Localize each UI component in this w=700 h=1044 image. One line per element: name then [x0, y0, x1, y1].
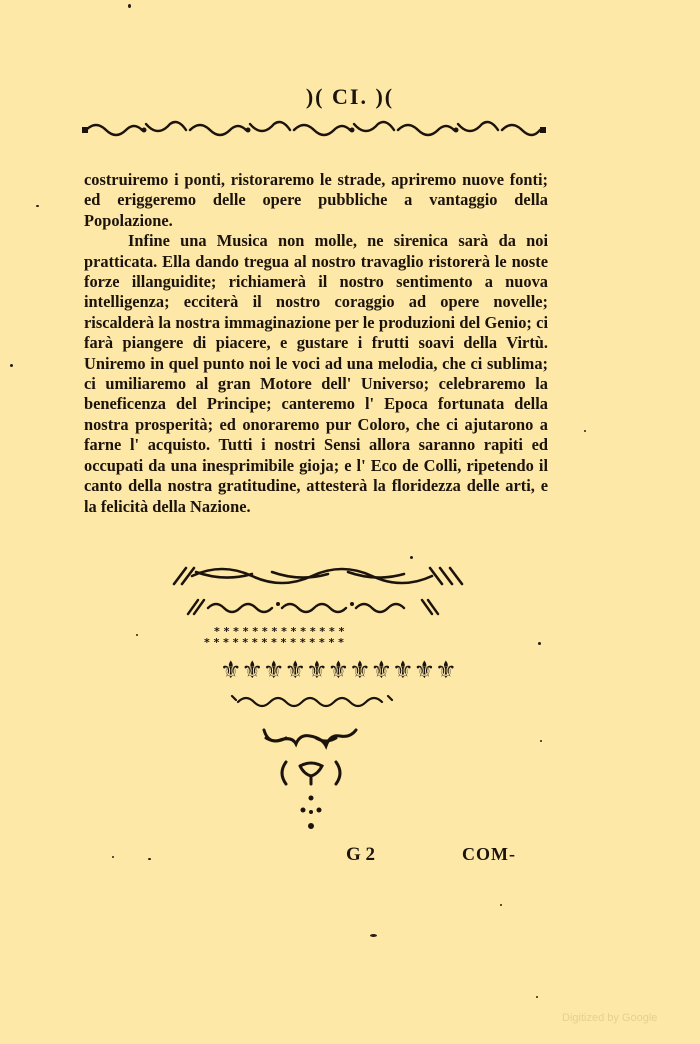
ink-speck	[536, 996, 538, 998]
ink-speck	[540, 740, 542, 742]
header-ornament-band	[82, 118, 546, 140]
ink-speck	[584, 430, 586, 432]
tailpiece-scroll	[260, 724, 364, 750]
ink-speck	[36, 205, 39, 207]
ink-speck	[112, 856, 114, 858]
ink-speck	[128, 4, 131, 8]
svg-text:⚜⚜⚜⚜⚜⚜⚜⚜⚜⚜⚜: ⚜⚜⚜⚜⚜⚜⚜⚜⚜⚜⚜	[220, 656, 457, 684]
ink-speck	[538, 642, 541, 645]
signature-mark: G 2	[346, 844, 376, 865]
ink-speck	[500, 904, 502, 906]
ink-speck	[136, 634, 138, 636]
tailpiece-stars	[200, 626, 420, 648]
ink-speck	[148, 858, 151, 860]
tailpiece-row-2	[186, 598, 446, 618]
paragraph-continuation: costruiremo i ponti, ristoraremo le strade, apriremo nuove fonti; ed eriggeremo delle opere pubbliche a vantaggio della Popolazione.	[84, 170, 548, 230]
page-header: )( CI. )(	[305, 84, 395, 109]
watermark: Digitized by Google	[562, 1012, 658, 1024]
ink-speck	[410, 556, 413, 559]
tailpiece-fleurons	[220, 654, 457, 684]
svg-text:* * * * * * * * * * * * * * *: * * * * * * * * * * * * * * *	[204, 636, 344, 649]
ink-speck	[370, 934, 377, 937]
body-text	[84, 170, 548, 517]
tailpiece-finial	[296, 794, 326, 834]
tailpiece-row-1	[172, 564, 464, 588]
catchword: COM-	[462, 844, 516, 864]
tailpiece-chain	[228, 692, 398, 710]
ink-speck	[10, 364, 13, 367]
paragraph-music: Infine una Musica non molle, ne sirenica sarà da noi pratticata. Ella dando tregua al nostro travaglio ristorerà le noste forze illanguidite; richiamerà il nostro sentimento a nuova intelligenza; ecciterà il nostro coraggio ad opere novelle; riscalderà la nostra immaginazione per le produzioni del Genio; ci farà piangere di piacere, e gustare i frutti soavi della Virtù. Uniremo in quel punto noi le voci ad una melodia, che ci sublima; ci umiliaremo al gran Motore dell' Universo; celebraremo la beneficenza del Principe; canteremo l' Epoca fortunata della nostra prosperità; ed onoraremo pur Coloro, che ci ajutarono a farne l' acquisto. Tutti i nostri Sensi allora saranno rapiti ed occupati da una inesprimibile gioja; e l' Eco de Colli, ripetendo il canto della nostra gratitudine, attesterà la floridezza delle arti, e la felicità della Nazione.	[84, 231, 548, 516]
tailpiece-emblem	[276, 758, 346, 788]
svg-text:* * * * * * * * * * * * * *: * * * * * * * * * * * * * *	[214, 625, 345, 638]
